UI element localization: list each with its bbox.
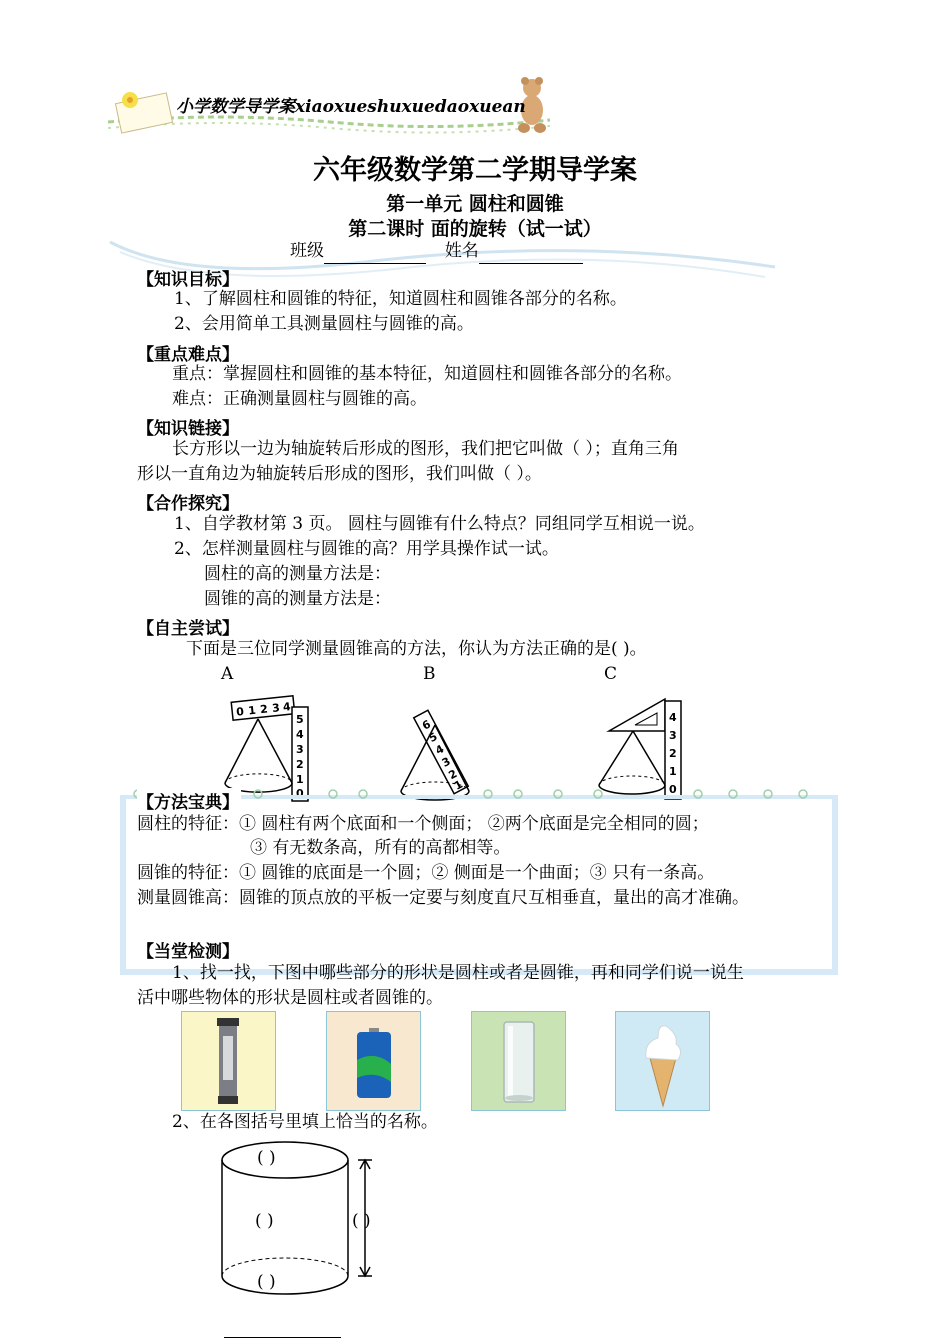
option-label-c: C (604, 664, 618, 684)
method-heading: 【方法宝典】 (137, 788, 241, 813)
page-title: 六年级数学第二学期导学案 (313, 155, 637, 186)
cylinder-paren-bottom[interactable]: ( ) (257, 1272, 276, 1292)
cylinder-paren-top[interactable]: ( ) (257, 1148, 276, 1168)
ruler-b-5: 5 (426, 729, 440, 746)
ruler-a-side-2: 2 (296, 758, 304, 771)
glass-photo (471, 1011, 566, 1111)
ruler-b-6: 6 (420, 717, 433, 733)
check-q2: 2、在各图括号里填上恰当的名称。 (172, 1112, 438, 1132)
option-label-a: A (221, 664, 234, 684)
option-label-b: B (423, 664, 436, 684)
ice-cream-photo (615, 1011, 710, 1111)
link-heading: 【知识链接】 (137, 419, 239, 439)
ruler-a-side-5: 5 (296, 713, 304, 726)
explore-item-2: 2、怎样测量圆柱与圆锥的高？用学具操作试一试。 (174, 539, 559, 559)
method-line-1: 圆柱的特征：① 圆柱有两个底面和一个侧面； ②两个底面是完全相同的圆； (137, 814, 709, 834)
name-blank[interactable] (479, 245, 583, 264)
ruler-c-2: 2 (669, 747, 677, 760)
goals-item-2: 2、会用简单工具测量圆柱与圆锥的高。 (174, 314, 474, 334)
ruler-c-3: 3 (669, 729, 677, 742)
lesson-title: 第二课时 面的旋转（试一试） (348, 218, 602, 240)
method-line-3: 圆锥的特征：① 圆锥的底面是一个圆；② 侧面是一个曲面；③ 只有一条高。 (137, 863, 715, 883)
ruler-c-4: 4 (669, 711, 677, 724)
cylinder-diagram (215, 1138, 425, 1310)
goals-heading: 【知识目标】 (137, 270, 239, 290)
try-heading: 【自主尝试】 (137, 619, 239, 639)
check-heading: 【当堂检测】 (137, 942, 239, 962)
flashlight-photo (181, 1011, 276, 1111)
ruler-b-3: 3 (439, 754, 453, 770)
key-point-item-2: 难点：正确测量圆柱与圆锥的高。 (172, 389, 427, 409)
key-point-item-1: 重点：掌握圆柱和圆锥的基本特征，知道圆柱和圆锥各部分的名称。 (172, 364, 682, 384)
class-blank[interactable] (324, 245, 426, 264)
class-label: 班级 (290, 241, 324, 261)
cylinder-paren-height[interactable]: ( ) (352, 1211, 371, 1231)
explore-item-3: 圆柱的高的测量方法是： (204, 564, 391, 584)
ruler-a-top-0: 0 (235, 705, 245, 719)
explore-heading: 【合作探究】 (137, 494, 239, 514)
ruler-c-1: 1 (669, 765, 677, 778)
check-q1-line-2: 活中哪些物体的形状是圆柱或者圆锥的。 (137, 988, 443, 1008)
footer-line (224, 1337, 341, 1338)
battery-photo (326, 1011, 421, 1111)
key-points-heading: 【重点难点】 (137, 345, 239, 365)
ruler-a-side-1: 1 (296, 773, 304, 786)
book-icon (115, 92, 172, 133)
link-line-2: 形以一直角边为轴旋转后形成的图形，我们叫做（ ）。 (137, 464, 542, 484)
header-brand: 小学数学导学案xiaoxueshuxuedaoxuean (176, 97, 526, 117)
ruler-a-side-0: 0 (296, 787, 304, 800)
try-question: 下面是三位同学测量圆锥高的方法，你认为方法正确的是( )。 (186, 639, 647, 659)
goals-item-1: 1、了解圆柱和圆锥的特征，知道圆柱和圆锥各部分的名称。 (174, 289, 627, 309)
method-line-4: 测量圆锥高：圆锥的顶点放的平板一定要与刻度直尺互相垂直，量出的高才准确。 (137, 888, 749, 908)
ruler-a-top-4: 4 (282, 700, 292, 714)
ruler-a-side-3: 3 (296, 743, 304, 756)
explore-item-1: 1、自学教材第 3 页。 圆柱与圆锥有什么特点？同组同学互相说一说。 (174, 514, 705, 534)
ruler-b-4: 4 (433, 742, 447, 758)
ruler-b-2: 2 (446, 767, 460, 783)
ruler-b-1: 1 (452, 777, 465, 793)
explore-item-4: 圆锥的高的测量方法是： (204, 589, 391, 609)
name-label: 姓名 (444, 241, 479, 261)
cylinder-paren-side[interactable]: ( ) (255, 1211, 274, 1231)
ruler-a-top-1: 1 (247, 703, 257, 718)
method-line-2: ③ 有无数条高，所有的高都相等。 (250, 838, 511, 858)
unit-title: 第一单元 圆柱和圆锥 (386, 193, 564, 215)
student-info (290, 239, 583, 264)
ruler-a-top-3: 3 (271, 701, 281, 716)
ruler-c-0: 0 (669, 783, 677, 796)
ruler-a-side-4: 4 (296, 728, 304, 741)
link-line-1: 长方形以一边为轴旋转后形成的图形，我们把它叫做（ ）；直角三角 (172, 439, 679, 459)
check-q1-line-1: 1、找一找，下图中哪些部分的形状是圆柱或者是圆锥，再和同学们说一说生 (172, 963, 744, 983)
ruler-a-top-2: 2 (259, 702, 269, 717)
